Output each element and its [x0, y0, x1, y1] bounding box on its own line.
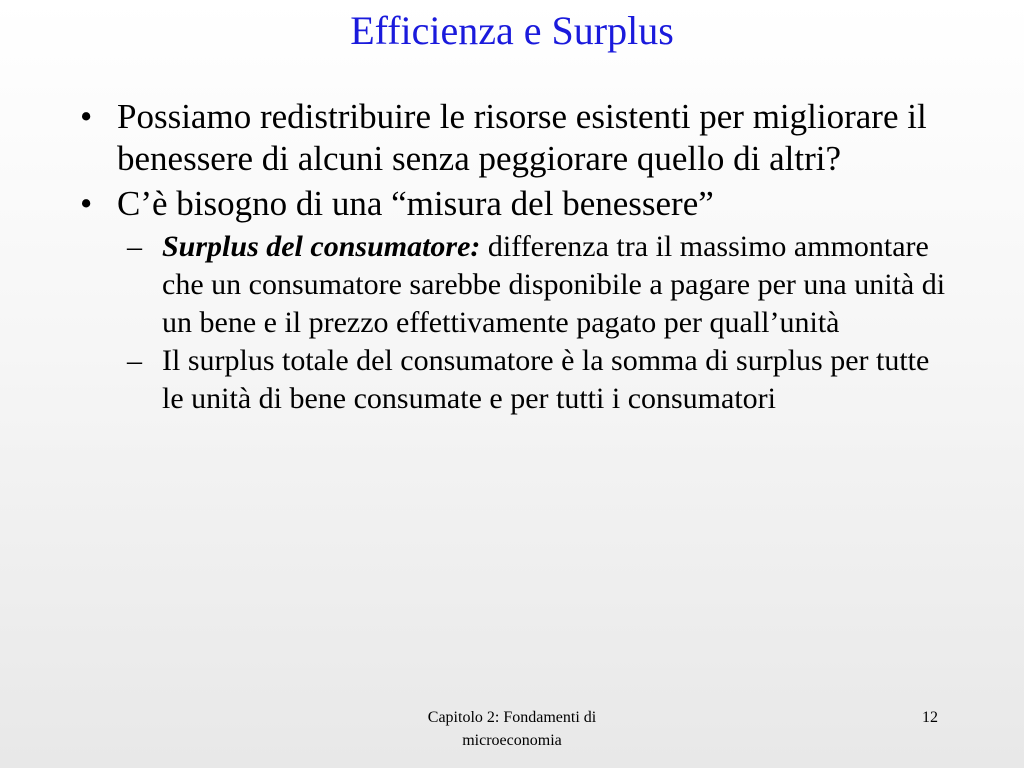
- defined-term: Surplus del consumatore:: [162, 230, 481, 263]
- bullet-item: [80, 96, 950, 180]
- sub-bullet-item: [127, 228, 950, 342]
- footer-chapter-line: microeconomia: [462, 732, 562, 749]
- bullet-marker: •: [80, 184, 93, 223]
- bullet-text: C’è bisogno di una “misura del benessere”: [117, 184, 714, 223]
- sub-bullet-item: [127, 342, 950, 418]
- footer-chapter: [360, 706, 664, 752]
- dash-marker: –: [127, 344, 142, 377]
- bullet-marker: •: [80, 97, 93, 136]
- page-number: 12: [922, 709, 938, 726]
- dash-marker: –: [127, 230, 142, 263]
- sub-bullet-list: [127, 228, 950, 418]
- sub-bullet-text: differenza tra il massimo ammontare che un consumatore sarebbe disponibile a pagare per una unità di un bene e il prezzo effettivamente pagato per quall’unità: [162, 230, 946, 339]
- footer-chapter-line: Capitolo 2: Fondamenti di: [427, 709, 597, 726]
- slide-title: Efficienza e Surplus: [350, 8, 674, 53]
- bullet-text: Possiamo redistribuire le risorse esistenti per migliorare il benessere di alcuni senza peggiorare quello di altri?: [117, 97, 927, 178]
- bullet-item: [80, 183, 950, 225]
- sub-bullet-text: Il surplus totale del consumatore è la somma di surplus per tutte le unità di bene consumate e per tutti i consumatori: [162, 344, 930, 415]
- slide-content: [80, 96, 950, 418]
